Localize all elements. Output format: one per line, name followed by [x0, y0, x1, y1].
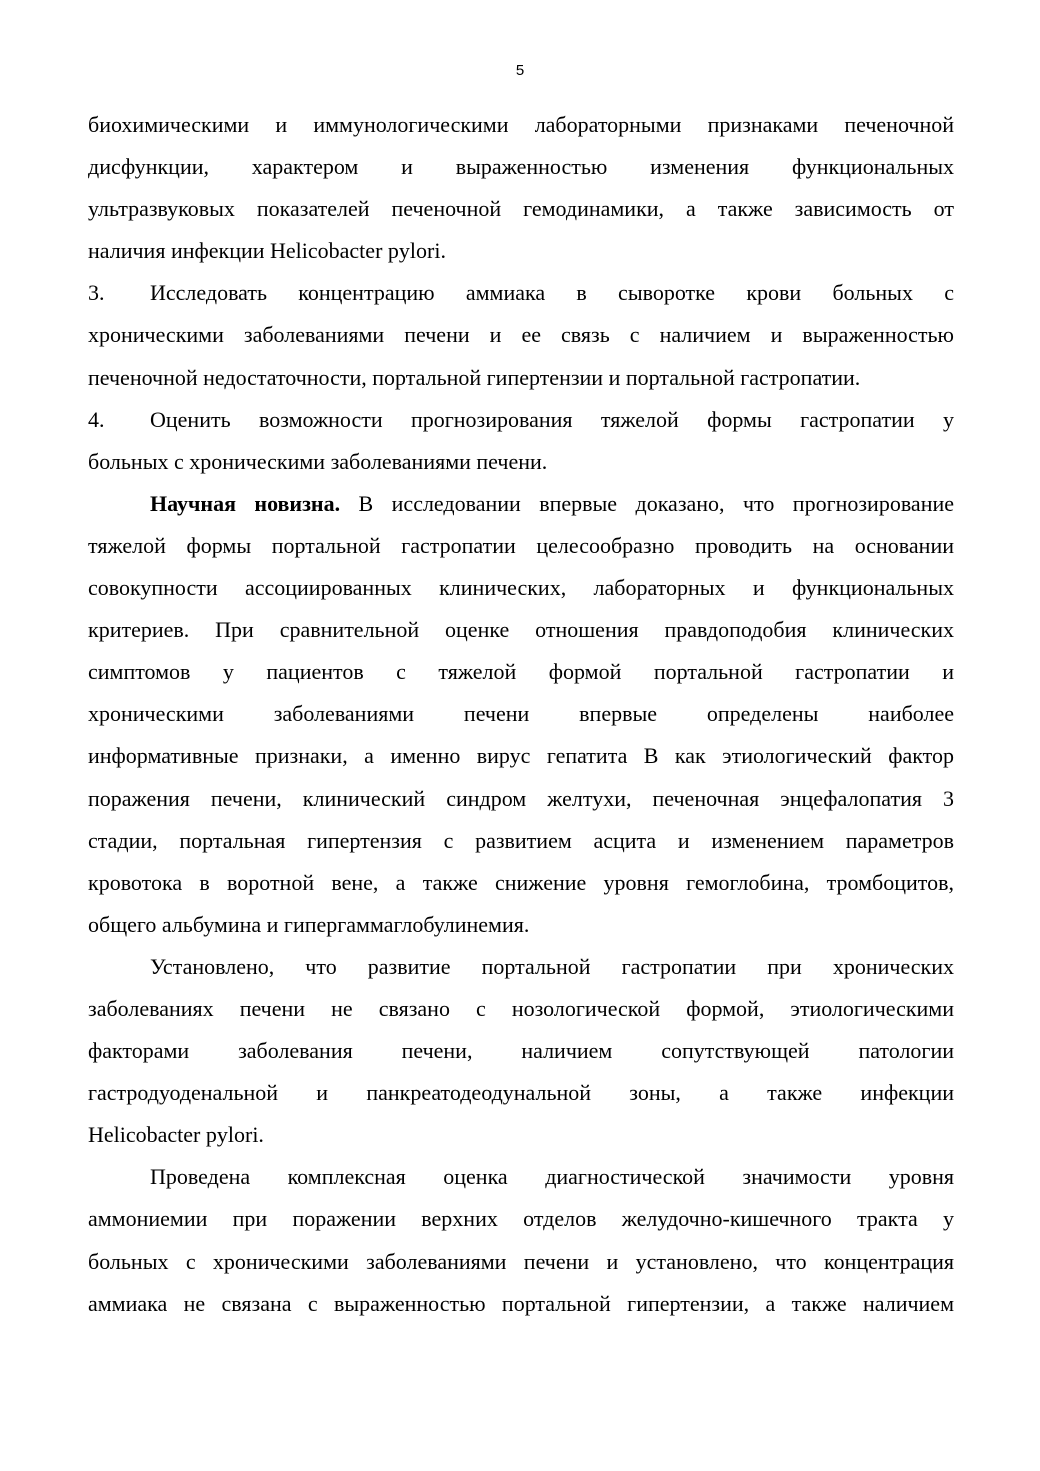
list-item-4 — [88, 399, 954, 483]
text-line: Проведена комплексная оценка диагностической значимости уровня — [150, 1164, 954, 1190]
text-run: В исследовании впервые доказано, что прогнозирование — [340, 490, 955, 516]
text-line: печеночной недостаточности, портальной гипертензии и портальной гастропатии. — [88, 364, 861, 390]
text-line: факторами заболевания печени, наличием сопутствующей патологии — [88, 1038, 954, 1064]
text-line: аммиака не связана с выраженностью портальной гипертензии, а также наличием — [88, 1290, 954, 1316]
paragraph-conducted — [88, 1156, 954, 1324]
text-line: наличия инфекции Helicobacter pylori. — [88, 238, 446, 264]
text-line: информативные признаки, а именно вирус гепатита В как этиологический фактор — [88, 743, 954, 769]
list-item-number: 3. — [88, 280, 105, 306]
text-line: хроническими заболеваниями печени впервые определены наиболее — [88, 701, 954, 727]
text-line: симптомов у пациентов с тяжелой формой портальной гастропатии и — [88, 659, 954, 685]
text-line: поражения печени, клинический синдром желтухи, печеночная энцефалопатия 3 — [88, 785, 954, 811]
list-item-first-line — [88, 272, 954, 314]
text-line: Установлено, что развитие портальной гастропатии при хронических — [150, 953, 954, 979]
page-number: 5 — [515, 62, 525, 79]
text-line: дисфункции, характером и выраженностью изменения функциональных — [88, 154, 954, 180]
list-item-first-line — [88, 399, 954, 441]
list-item-number: 4. — [88, 406, 105, 432]
text-line: совокупности ассоциированных клинических, лабораторных и функциональных — [88, 575, 954, 601]
text-line: больных с хроническими заболеваниями печени. — [88, 448, 548, 474]
list-item-3 — [88, 272, 954, 398]
text-line: ультразвуковых показателей печеночной гемодинамики, а также зависимость от — [88, 196, 954, 222]
text-line — [88, 483, 954, 525]
paragraph-novelty — [88, 483, 954, 946]
section-heading: Научная новизна. — [150, 490, 341, 516]
text-line: гастродуоденальной и панкреатодеодунальной зоны, а также инфекции — [88, 1080, 954, 1106]
text-line: критериев. При сравнительной оценке отношения правдоподобия клинических — [88, 617, 954, 643]
text-line: заболеваниях печени не связано с нозологической формой, этиологическими — [88, 995, 954, 1021]
text-line: биохимическими и иммунологическими лабораторными признаками печеночной — [88, 112, 954, 137]
paragraph-continuation — [88, 104, 954, 272]
paragraph-established — [88, 946, 954, 1156]
text-line: Оценить возможности прогнозирования тяжелой формы гастропатии у — [150, 406, 954, 432]
text-line: Helicobacter pylori. — [88, 1122, 264, 1148]
document-body — [88, 104, 954, 1325]
text-line: Исследовать концентрацию аммиака в сыворотке крови больных с — [150, 280, 954, 306]
text-line: кровотока в воротной вене, а также снижение уровня гемоглобина, тромбоцитов, — [88, 869, 954, 895]
text-line: аммониемии при поражении верхних отделов желудочно-кишечного тракта у — [88, 1206, 954, 1232]
text-line: стадии, портальная гипертензия с развитием асцита и изменением параметров — [88, 827, 954, 853]
text-line: хроническими заболеваниями печени и ее связь с наличием и выраженностью — [88, 322, 954, 348]
text-line: тяжелой формы портальной гастропатии целесообразно проводить на основании — [88, 532, 954, 558]
text-line: больных с хроническими заболеваниями печени и установлено, что концентрация — [88, 1248, 954, 1274]
text-line: общего альбумина и гипергаммаглобулинемия. — [88, 911, 530, 937]
